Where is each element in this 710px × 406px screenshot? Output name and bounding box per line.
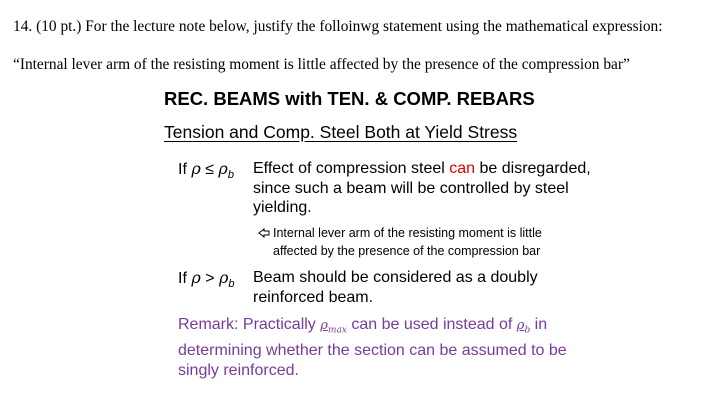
quoted-statement: “Internal lever arm of the resisting moment is little affected by the presence of the compression bar”	[13, 56, 630, 73]
case2-line2: reinforced beam.	[253, 288, 374, 306]
note-block	[258, 225, 542, 260]
remark-rho-max	[320, 318, 347, 336]
case1-condition	[178, 159, 234, 181]
case1-line2: since such a beam will be controlled by steel	[253, 179, 569, 197]
note-text-line2: affected by the presence of the compression bar	[273, 244, 541, 258]
case1-rho: ρ	[191, 159, 201, 178]
case2-line1: Beam should be considered as a doubly	[253, 269, 538, 286]
case1-line1-after: be disregarded,	[475, 160, 591, 177]
remark-rho-b-symbol: ρ	[516, 318, 525, 333]
remark-rho-max-symbol: ρ	[320, 318, 328, 333]
case2-sub-b: b	[228, 278, 235, 291]
pointing-hand-icon	[258, 226, 270, 243]
remark-line1	[178, 315, 567, 341]
case2-operator: >	[200, 270, 219, 287]
slide-title: REC. BEAMS with TEN. & COMP. REBARS	[164, 88, 535, 109]
remark-rho-b-sub: b	[524, 325, 531, 336]
case1-sub-b: b	[227, 169, 234, 182]
note-text-line1: Internal lever arm of the resisting moment is little	[273, 226, 542, 240]
case1-description	[253, 159, 591, 218]
remark-rho-max-sub: max	[327, 325, 347, 336]
case2-condition	[178, 268, 235, 290]
remark-rho-b	[516, 318, 531, 336]
case2-rho-b: ρ	[218, 268, 229, 287]
case2-if: If	[178, 270, 192, 287]
case1-line1-red: can	[449, 160, 476, 177]
note-line1	[258, 225, 542, 243]
case1-line3: yielding.	[253, 199, 312, 216]
case1-line1	[253, 159, 591, 179]
remark-block	[178, 315, 567, 380]
remark-line1-before: Remark: Practically	[178, 316, 321, 333]
question-text: 14. (10 pt.) For the lecture note below, justify the folloinwg statement using the mathematical expression:	[13, 18, 663, 35]
slide-subtitle: Tension and Comp. Steel Both at Yield Stress	[164, 122, 518, 142]
remark-line1-after: in	[530, 316, 548, 333]
case1-rho-b: ρ	[218, 159, 228, 178]
case1-line1-before: Effect of compression steel	[253, 160, 450, 177]
remark-line2: determining whether the section can be assumed to be	[178, 342, 567, 360]
case1-operator: ≤	[200, 161, 219, 178]
remark-line3: singly reinforced.	[178, 361, 299, 379]
remark-line1-middle: can be used instead of	[346, 316, 517, 333]
case2-description	[253, 268, 538, 307]
case1-if: If	[178, 161, 192, 178]
case2-rho: ρ	[191, 268, 201, 287]
